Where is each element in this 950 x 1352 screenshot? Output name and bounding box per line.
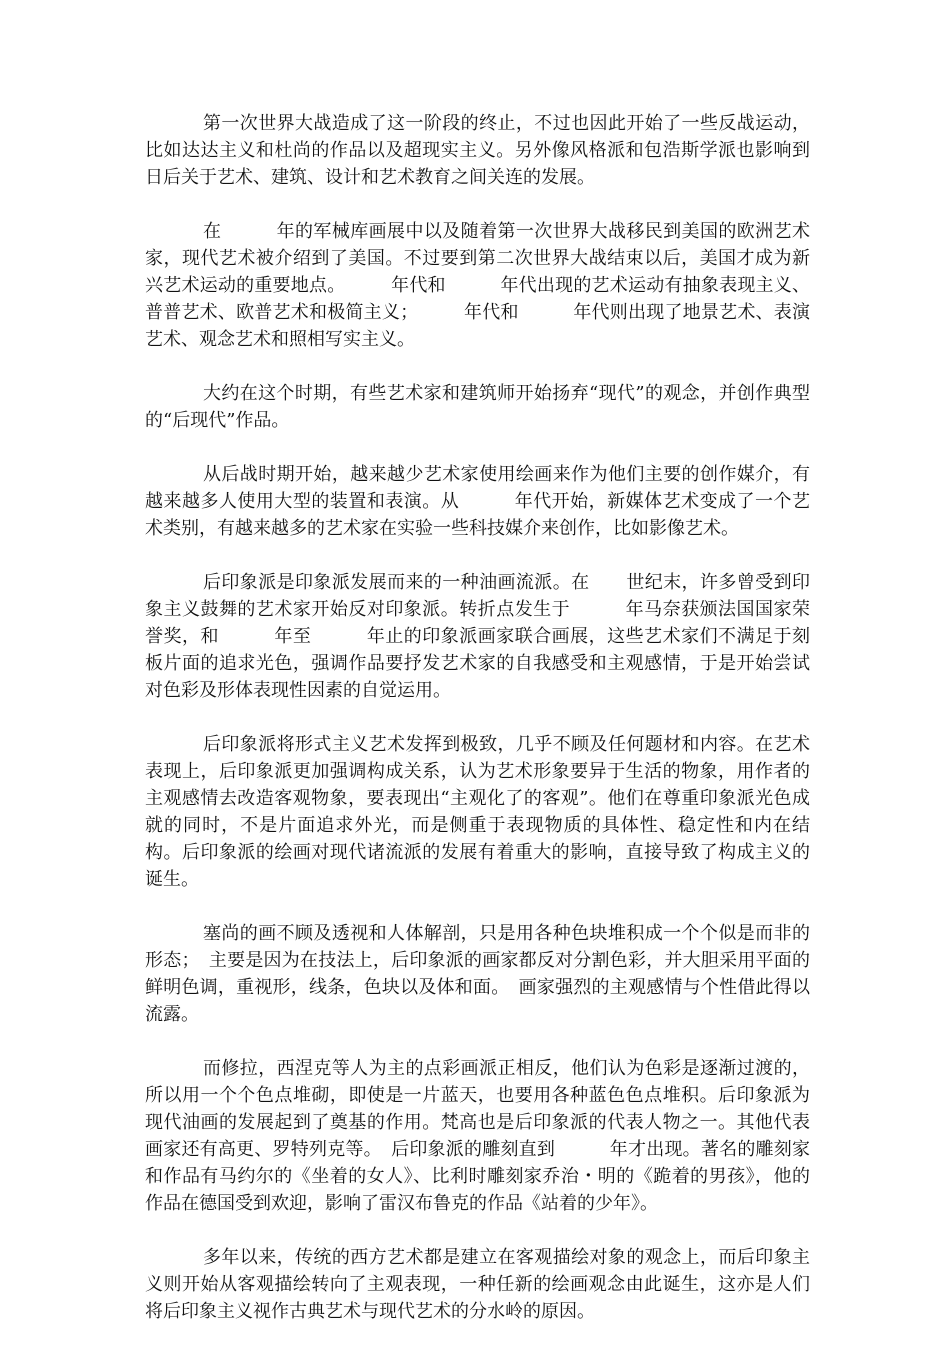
document-body	[145, 110, 810, 1352]
paragraph-8: 而修拉，西涅克等人为主的点彩画派正相反，他们认为色彩是逐渐过渡的，所以用一个个色点堆砌，即使是一片蓝天，也要用各种蓝色色点堆积。后印象派为现代油画的发展起到了奠基的作用。梵高也是后印象派的代表人物之一。其他代表画家还有高更、罗特列克等。 后印象派的雕刻直到 年才出现。著名的雕刻家和作品有马约尔的《坐着的女人》、比利时雕刻家乔治・明的《跪着的男孩》，他的作品在德国受到欢迎，影响了雷汉布鲁克的作品《站着的少年》。	[145, 1058, 810, 1214]
paragraph-5: 后印象派是印象派发展而来的一种油画流派。在 世纪末，许多曾受到印象主义鼓舞的艺术家开始反对印象派。转折点发生于 年马奈获颁法国国家荣誉奖，和 年至 年止的印象派画家联合画展，这些艺术家们不满足于刻板片面的追求光色，强调作品要抒发艺术家的自我感受和主观感情，于是开始尝试对色彩及形体表现性因素的自觉运用。	[145, 572, 810, 701]
paragraph-3: 大约在这个时期，有些艺术家和建筑师开始扬弃“现代”的观念，并创作典型的“后现代”作品。	[145, 383, 810, 431]
paragraph-6: 后印象派将形式主义艺术发挥到极致，几乎不顾及任何题材和内容。在艺术表现上，后印象派更加强调构成关系，认为艺术形象要异于生活的物象，用作者的主观感情去改造客观物象，要表现出“主观化了的客观”。他们在尊重印象派光色成就的同时，不是片面追求外光，而是侧重于表现物质的具体性、稳定性和内在结构。后印象派的绘画对现代诸流派的发展有着重大的影响，直接导致了构成主义的诞生。	[145, 734, 810, 890]
paragraph-9: 多年以来，传统的西方艺术都是建立在客观描绘对象的观念上，而后印象主义则开始从客观描绘转向了主观表现，一种任新的绘画观念由此诞生，这亦是人们将后印象主义视作古典艺术与现代艺术的分水岭的原因。	[145, 1247, 810, 1322]
paragraph-7: 塞尚的画不顾及透视和人体解剖，只是用各种色块堆积成一个个似是而非的形态； 主要是因为在技法上，后印象派的画家都反对分割色彩，并大胆采用平面的鲜明色调，重视形，线条，色块以及体和面。 画家强烈的主观感情与个性借此得以流露。	[145, 923, 810, 1025]
paragraph-2: 在 年的军械库画展中以及随着第一次世界大战移民到美国的欧洲艺术家，现代艺术被介绍到了美国。不过要到第二次世界大战结束以后，美国才成为新兴艺术运动的重要地点。 年代和 年代出现的艺术运动有抽象表现主义、普普艺术、欧普艺术和极简主义； 年代和 年代则出现了地景艺术、表演艺术、观念艺术和照相写实主义。	[145, 221, 810, 350]
paragraph-4: 从后战时期开始，越来越少艺术家使用绘画来作为他们主要的创作媒介，有越来越多人使用大型的装置和表演。从 年代开始，新媒体艺术变成了一个艺术类别，有越来越多的艺术家在实验一些科技媒介来创作，比如影像艺术。	[145, 464, 810, 539]
paragraph-1: 第一次世界大战造成了这一阶段的终止，不过也因此开始了一些反战运动，比如达达主义和杜尚的作品以及超现实主义。另外像风格派和包浩斯学派也影响到日后关于艺术、建筑、设计和艺术教育之间关连的发展。	[145, 113, 810, 188]
